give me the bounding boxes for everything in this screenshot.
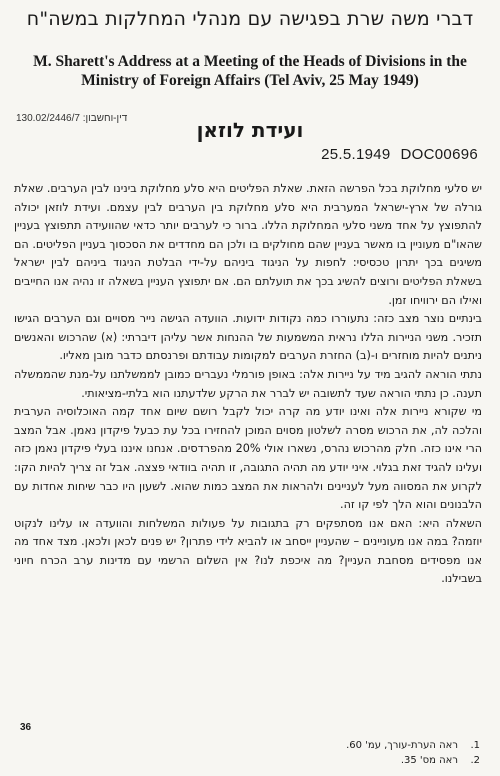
paragraph: השאלה היא: האם אנו מסתפקים רק בתגובות על פעולות המשלחות והוועדה או עלינו לנקוט יוזמה? במה אנו מעוניינים – שהעניין ייסחב או להביא לידי פתרון? יש פנים לכאן ולכאן. מצד אחד מה אנו מפסידים מסחבת העניין? מה איכפת לנו? אין השלום הרשמי עם מדינות ערב הכרח חיוני בשבילנו. [14,516,482,586]
hebrew-title: דברי משה שרת בפגישה עם מנהלי המחלקות במשה"ח [26,8,474,30]
footnote-text: ראה מס' 35. [400,755,458,766]
footnote [180,738,480,753]
english-title: M. Sharett's Address at a Meeting of the Heads of Divisions in the Ministry of Foreign Affairs (Tel Aviv, 25 May 1949) [33,53,467,89]
paragraph: נתתי הוראה להגיב מיד על ניירות אלה: באופן פורמלי נעברים כמובן לממשלתנו על-מנת שהממשלה תענה. כן נתתי הוראה שעד לתשובה יש לברר את הרקע שלדעתנו הוא בלתי-מציאותי. [14,367,482,400]
footnote-number: 2. [470,755,480,766]
file-reference: 130.02/2446/7 :דין-וחשבון [16,113,128,124]
date-doc-line [311,146,478,163]
document-id: DOC00696 [400,146,478,163]
page-number: 36 [20,722,32,733]
paragraph: בינתיים נוצר מצב כזה: נתעוררו כמה נקודות ידועות. הוועדה הגישה נייר מסויים וגם הערבים הגישו תזכיר. משני הניירות הללו נראית המשמעות של ההנחות אשר עליהן דיברתי: (א) שהרכוש והאנשים ניתנים להיות מוחזרים ו-(ב) החזרת הערבים למקומות עבודתם ופרנסתם כדבר מובן מאליו. [14,312,482,363]
footnote-text: ראה הערת-עורך, עמ' 60. [346,740,458,751]
paragraph: מי שקורא ניירות אלה ואינו יודע מה קרה יכול לקבל רושם שיום אחד קמה האוכלוסיה הערבית והלכה לה, את הרכוש מסרה לשלטון מסוים המוכן להחזירו בכל עת כבעל פיקדון נאמן. אבל המצב הרי אינו כזה. חלק מהרכוש נהרס, נשארו אולי 20% מהפרדסים. אנחנו איננו בעלי פיקדון נאמן כזה ועלינו להגיד זאת בגלוי. איני יודע מה תהיה התגובה, זו תהיה בוודאי פצצה. אבל זה צריך להיות הקו: לקרוע את המסווה מעל לעניינים ולהראות את המצב כמות שהוא. לשעון היו כבר שיחות אחדות עם הלבנונים והוא הלך לפי קו זה. [14,405,482,512]
footnotes [180,738,480,768]
body-text [14,180,482,589]
footnote-number: 1. [470,740,480,751]
footnote [180,753,480,768]
section-title: ועידת לוזאן [196,118,304,142]
paragraph: יש סלעי מחלוקת בכל הפרשה הזאת. שאלת הפליטים היא סלע מחלוקת בינינו לבין הערבים. שאלת גורלה של ארץ-ישראל המערבית היא סלע מחלוקת בין הערבים לבין עצמם. ועידת לוזאן יכולה להתפוצץ על אחד משני סלעי המחלוקת הללו. ברור כי לערבים יותר כדאי שהוועידה תתפוצץ בעניין שהאו"ם מעוניין בו מאשר בעניין שהם מחולקים בו ולכן הם מחדדים את הסכסוך בעניין הפליטים. הם משיגים בכך יתרון טכסיסי: לחפות על הניגוד ביניהם על-ידי הבלטת הניגוד ביניהם לבין ישראל בשאלת הפליטים ורוצים להשיג בכך את תועלתם הם. אם יתפוצץ העניין בשאלה זו נהיה אנו החייבים ואילו הם ירוויחו זמן. [14,182,482,307]
document-date: 25.5.1949 [321,146,391,163]
